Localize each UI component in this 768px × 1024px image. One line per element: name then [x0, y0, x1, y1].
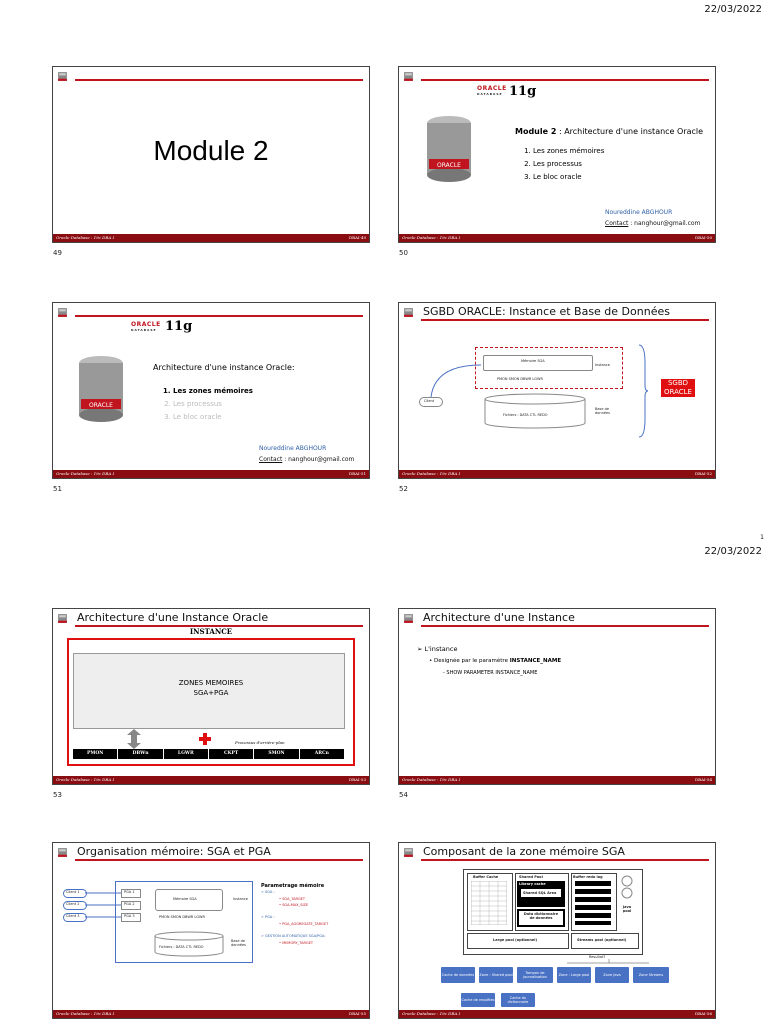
client-label: Client 1 [66, 890, 80, 894]
page-date-top: 22/03/2022 [704, 4, 762, 15]
pga-label: PGA 2 [124, 902, 135, 906]
command-line: - SHOW PARAMETER INSTANCE_NAME [443, 670, 538, 676]
svg-text:ORACLE: ORACLE [437, 162, 461, 169]
process-cell: SMON [254, 749, 299, 759]
instance-label: Instance [595, 363, 610, 367]
process-bar [73, 749, 345, 759]
param-pga: ➢ PGA : [261, 915, 275, 919]
sga-label: Mémoire SGA [521, 359, 545, 363]
title-bar [421, 625, 709, 627]
result-node: Zone : Shared pool [479, 967, 513, 983]
sga-label: Mémoire SGA [173, 897, 197, 901]
database-icon [57, 613, 68, 624]
client-label: Client [424, 399, 435, 403]
param-sga-target: • SGA_TARGET [279, 897, 306, 901]
database-icon [403, 307, 414, 318]
slide-title: SGBD ORACLE: Instance et Base de Données [423, 305, 670, 318]
slide-title: Architecture d'une instance Oracle: [153, 363, 295, 372]
slide-title: Organisation mémoire: SGA et PGA [77, 845, 271, 858]
author-name: Noureddine ABGHOUR [259, 445, 327, 452]
java-pool-icon [621, 875, 633, 899]
database-icon [57, 307, 68, 318]
section-topics [133, 385, 253, 424]
footer-text: Oracle Database : 19c DBA I [56, 235, 115, 240]
dictionary-label: Data dictionnaire de données [523, 912, 559, 920]
title-bar [421, 79, 709, 81]
brace-right [637, 343, 649, 439]
slide-footer: Oracle Database : 19c DBA I DBAI-55 [53, 1010, 369, 1018]
module-heading: Module 2 : Architecture d'une instance Oracle [515, 127, 704, 136]
zones-label: ZONES MEMOIRES [178, 679, 244, 687]
client-label: Client 3 [66, 914, 80, 918]
java-pool-label: Java pool [622, 905, 632, 913]
sga-pga-label: SGA+PGA [193, 689, 229, 697]
param-memory-target: • MEMORY_TARGET [279, 941, 314, 945]
instance-heading: INSTANCE [189, 627, 233, 636]
slide-53 [52, 608, 370, 785]
process-cell: CKPT [209, 749, 254, 759]
slide-56 [398, 842, 716, 1019]
pga-label: PGA 3 [124, 914, 135, 918]
oracle-database-icon [77, 355, 125, 427]
process-cell: ARCn [300, 749, 345, 759]
slide-title: Architecture d'une Instance Oracle [77, 611, 269, 624]
database-icon [403, 613, 414, 624]
result-node: Zone : Large pool [557, 967, 591, 983]
connection-arrow [429, 361, 483, 399]
slide-footer: Oracle Database : 19c DBA I DBAI-50 [399, 234, 715, 242]
topic-item: 1. Les zones mémoires [533, 145, 604, 158]
result-node: Cache de données [441, 967, 475, 983]
slide-49 [52, 66, 370, 243]
database-cylinder [153, 931, 225, 957]
result-node: Cache de requêtes [461, 993, 495, 1007]
oracle-logo: ORACLE DATABASE [131, 321, 161, 332]
streams-pool-label: Streams pool (optionnel) [577, 938, 627, 942]
version-label: 11g [165, 319, 193, 334]
pga-label: PGA 1 [124, 890, 135, 894]
page-mid-mark: 1 [760, 534, 764, 541]
plus-icon [199, 733, 211, 745]
client-connections [85, 891, 121, 919]
contact-line: Contact : nanghour@gmail.com [259, 456, 355, 463]
slide-50 [398, 66, 716, 243]
process-cell: DBWn [118, 749, 163, 759]
page-number: 54 [399, 791, 408, 799]
client-label: Client 2 [66, 902, 80, 906]
database-icon [403, 847, 414, 858]
slide-title: Architecture d'une Instance [423, 611, 575, 624]
bullet-instance: ➢ L'instance [417, 645, 458, 653]
page-number: 49 [53, 249, 62, 257]
author-name: Noureddine ABGHOUR [605, 209, 673, 216]
database-icon [57, 847, 68, 858]
topic-item: 3. Le bloc oracle [173, 411, 253, 424]
instance-label: Instance [233, 897, 248, 901]
page-date-mid: 22/03/2022 [704, 546, 762, 557]
result-node: Zone Java [595, 967, 629, 983]
database-label: Base de données [231, 939, 246, 947]
slide-footer: Oracle Database : 19c DBA I DBAI-54 [399, 776, 715, 784]
slide-title: Module 2 [153, 135, 269, 166]
processes-label: PMON SMON DBWR LGWR [159, 915, 205, 919]
database-label: Base de données [595, 407, 610, 415]
files-label: Fichiers : DATA CTL REDO [503, 413, 548, 417]
shared-pool-label: Shared Pool [519, 875, 543, 879]
title-bar [75, 315, 363, 317]
param-sga-max: • SGA-MAX_SIZE [279, 903, 309, 907]
param-title: Parametrage mémoire [261, 883, 325, 889]
slide-51 [52, 302, 370, 479]
topic-item: 2. Les processus [533, 158, 604, 171]
slide-55 [52, 842, 370, 1019]
double-arrow-icon [127, 729, 141, 749]
contact-line: Contact : nanghour@gmail.com [605, 220, 701, 227]
title-bar [421, 859, 709, 861]
topic-item-active: 1. Les zones mémoires [173, 385, 253, 398]
buffer-cache-label: Buffer Cache [473, 875, 499, 879]
version-label: 11g [509, 84, 537, 99]
library-cache-label: Library cache [519, 882, 546, 886]
oracle-database-icon [425, 115, 473, 187]
page-number: 52 [399, 485, 408, 493]
result-node: Cache du dictionnaire [501, 993, 535, 1007]
files-label: Fichiers : DATA CTL REDO [159, 945, 204, 949]
param-sga: ➢ SGA : [261, 890, 275, 894]
slide-footer: Oracle Database : 19c DBA I DBAI-56 [399, 1010, 715, 1018]
slide-54 [398, 608, 716, 785]
background-processes-label: Processus d'arrière-plan [235, 740, 285, 745]
svg-text:ORACLE: ORACLE [89, 402, 113, 409]
param-auto: ➢ GESTION AUTOMATIQUE SGA/PGA: [261, 934, 326, 938]
slide-footer: Oracle Database : 19c DBA I DBAI-52 [399, 470, 715, 478]
sgbd-oracle-badge: SGBD ORACLE [661, 379, 695, 397]
result-node: Tampon de journalisation [517, 967, 553, 983]
param-pga-target: • PGA_AGGREGATE_TARGET [279, 922, 329, 926]
page-number: 50 [399, 249, 408, 257]
title-bar [75, 79, 363, 81]
slide-52 [398, 302, 716, 479]
result-node: Zone Streams [633, 967, 669, 983]
sql-area-label: Shared SQL Area [523, 891, 557, 895]
slide-footer [53, 234, 369, 242]
topic-item: 2. Les processus [173, 398, 253, 411]
sub-bullet: • Designée par le paramètre INSTANCE_NAME [429, 658, 562, 664]
redo-buffer-label: Buffer redo log [573, 875, 603, 879]
database-icon [57, 71, 68, 82]
page-number: 53 [53, 791, 62, 799]
slide-title: Composant de la zone mémoire SGA [423, 845, 625, 858]
process-cell: LGWR [164, 749, 209, 759]
slide-code: DBAI-49 [348, 235, 366, 240]
large-pool-label: Large pool (optionnel) [493, 938, 538, 942]
oracle-logo: ORACLE DATABASE [477, 85, 507, 96]
process-cell: PMON [73, 749, 118, 759]
title-bar [421, 319, 709, 321]
database-cylinder [483, 393, 587, 429]
slide-footer: Oracle Database : 19c DBA I DBAI-51 [53, 470, 369, 478]
title-bar [75, 859, 363, 861]
slide-footer: Oracle Database : 19c DBA I DBAI-53 [53, 776, 369, 784]
buffer-cache-grid [471, 881, 507, 925]
processes-label: PMON SMON DBWR LGWR [497, 377, 543, 381]
sga-box [483, 355, 593, 371]
database-icon [403, 71, 414, 82]
page-number: 51 [53, 485, 62, 493]
result-label: Resultat? [589, 955, 606, 959]
module-topics [493, 145, 604, 184]
topic-item: 3. Le bloc oracle [533, 171, 604, 184]
redo-buffer-stripes [575, 881, 611, 925]
